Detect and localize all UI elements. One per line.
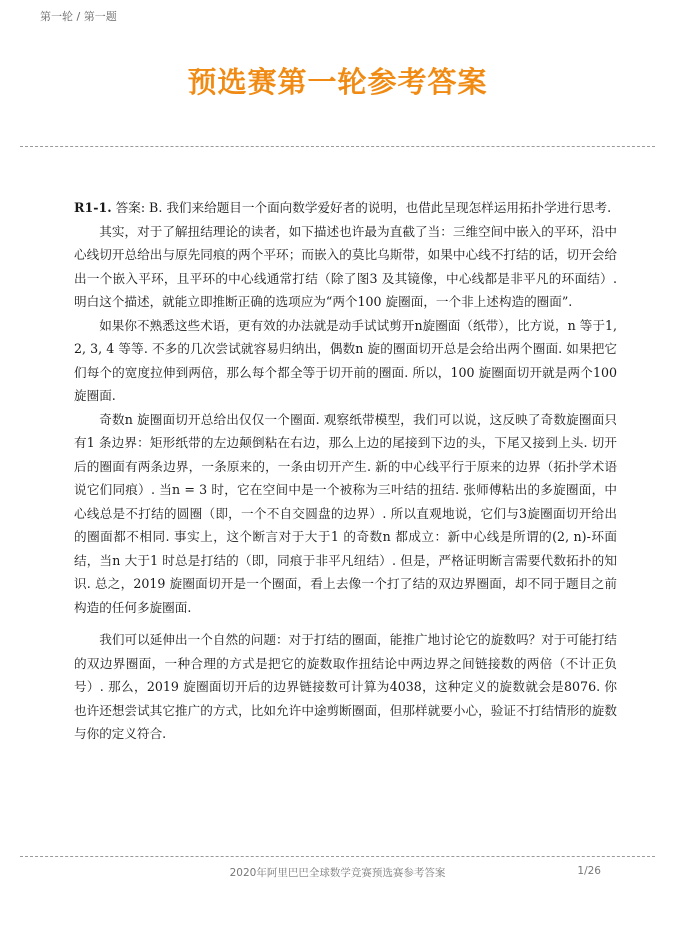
bottom-dashed-divider	[20, 856, 655, 857]
paragraph-odd-twists: 奇数n 旋圈面切开总给出仅仅一个圈面. 观察纸带模型，我们可以说，这反映了奇数旋圈面只有1 条边界：矩形纸带的左边颠倒粘在右边，那么上边的尾接到下边的头，下尾又接到上头. 切开后的圈面有两条边界，一条原来的，一条由切开产生. 新的中心线平行于原来的边界（拓扑学术语说它们同痕）. 当n = 3 时，它在空间中是一个被称为三叶结的扭结. 张师傅粘出的多旋圈面，中心线总是不打结的圆圈（即，一个不自交圆盘的边界）. 所以直观地说，它们与3旋圈面切开给出的圈面都不相同. 事实上，这个断言对于大于1 的奇数n 都成立：新中心线是所谓的(2, n)-环面结，当n 大于1 时总是打结的（即，同痕于非平凡纽结）. 但是，严格证明断言需要代数拓扑的知识. 总之，2019 旋圈面切开是一个圈面，看上去像一个打了结的双边界圈面，却不同于题目之前构造的任何多旋圈面.	[74, 411, 617, 615]
answer-text: 答案: B. 我们来给题目一个面向数学爱好者的说明，也借此呈现怎样运用拓扑学进行思考.	[115, 200, 612, 215]
paragraph-experiment: 如果你不熟悉这些术语，更有效的办法就是动手试试剪开n旋圈面（纸带），比方说，n 等于1, 2, 3, 4 等等. 不多的几次尝试就容易归纳出，偶数n 旋的圈面切开总是会给出两个圈面. 如果把它们每个的宽度拉伸到两倍，那么每个都全等于切开前的圈面. 所以，100 旋圈面切开就是两个100 旋圈面.	[74, 317, 617, 403]
page-number: 1/26	[577, 865, 601, 877]
paragraph-answer	[74, 196, 617, 220]
page-title: 预选赛第一轮参考答案	[187, 65, 488, 99]
answer-body	[74, 196, 617, 746]
paragraph-knot-theory: 其实，对于了解扭结理论的读者，如下描述也许最为直截了当：三维空间中嵌入的平环，沿中心线切开总给出与原先同痕的两个平环；而嵌入的莫比乌斯带，如果中心线不打结的话，切开会给出一个嵌入平环，且平环的中心线通常打结（除了图3 及其镜像，中心线都是非平凡的环面结）.明白这个描述，就能立即推断正确的选项应为“两个100 旋圈面，一个非上述构造的圈面”.	[74, 223, 617, 309]
paragraph-extension: 我们可以延伸出一个自然的问题：对于打结的圈面，能推广地讨论它的旋数吗？对于可能打结的双边界圈面，一种合理的方式是把它的旋数取作扭结论中两边界之间链接数的两倍（不计正负号）. 那么，2019 旋圈面切开后的边界链接数可计算为4038，这种定义的旋数就会是8076. 你也许还想尝试其它推广的方式，比如允许中途剪断圈面，但那样就要小心，验证不打结情形的旋数与你的定义符合.	[74, 632, 617, 741]
top-dashed-divider	[20, 146, 655, 147]
running-head: 第一轮 / 第一题	[40, 10, 117, 23]
problem-label: R1-1.	[74, 200, 112, 215]
footer-title: 2020年阿里巴巴全球数学竞赛预选赛参考答案	[229, 867, 446, 879]
